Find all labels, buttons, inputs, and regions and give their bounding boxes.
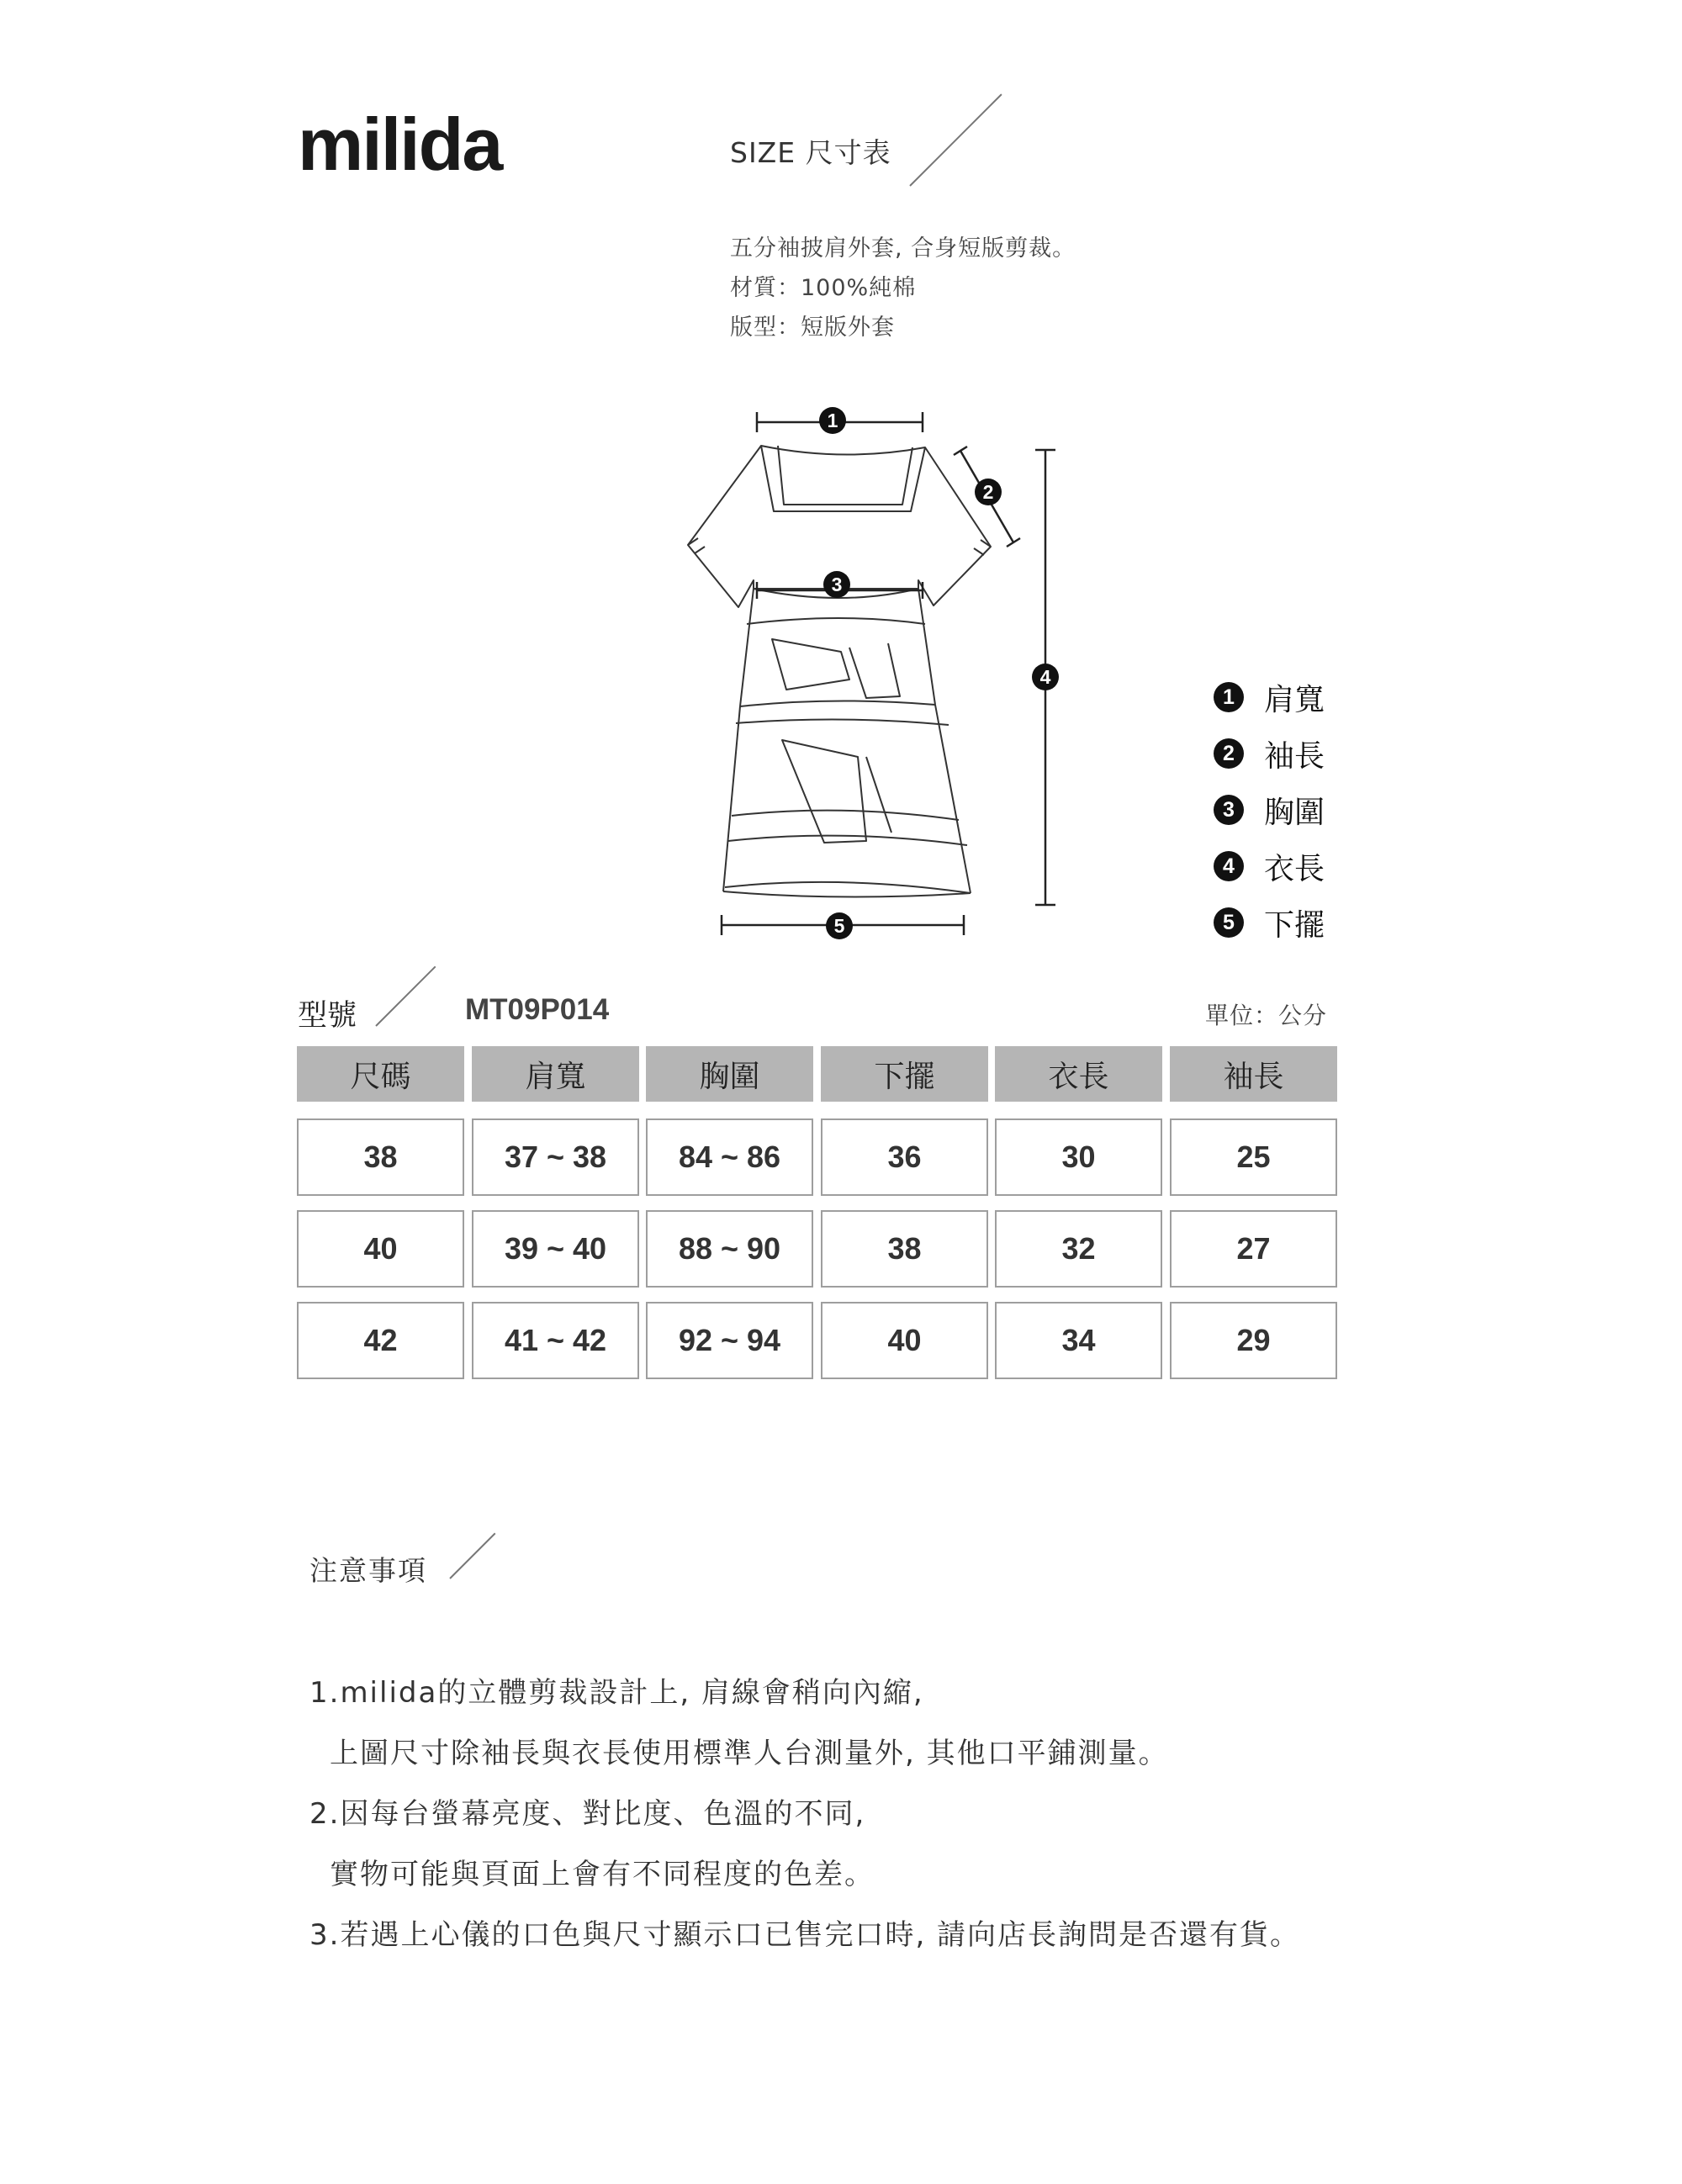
marker-1 <box>819 407 846 434</box>
svg-text:5: 5 <box>833 915 845 937</box>
notes-slash-divider <box>449 1533 495 1579</box>
note-line-5: 3.若遇上心儀的口色與尺寸顯示口已售完口時, 請向店長詢問是否還有貨。 <box>309 1918 1301 1952</box>
note-line-2: 上圖尺寸除袖長與衣長使用標準人台測量外, 其他口平鋪測量。 <box>330 1737 1169 1770</box>
table-header-chest: 胸圍 <box>646 1046 813 1102</box>
table-cell: 29 <box>1170 1302 1337 1379</box>
title-slash-divider <box>909 93 1002 186</box>
table-cell: 32 <box>995 1210 1162 1288</box>
size-table <box>297 1046 1337 1383</box>
marker-2 <box>975 479 1002 505</box>
brand-logo: milida <box>298 103 502 186</box>
legend-item-length <box>1214 845 1325 887</box>
legend-item-shoulder <box>1214 676 1325 718</box>
table-cell: 34 <box>995 1302 1162 1379</box>
table-cell: 92 ~ 94 <box>646 1302 813 1379</box>
legend-label: 胸圍 <box>1264 795 1325 830</box>
legend-item-chest <box>1214 789 1325 831</box>
size-chart-title: SIZE 尺寸表 <box>730 136 891 169</box>
material-line: 材質：100%純棉 <box>730 275 917 301</box>
unit-label: 單位：公分 <box>1205 1002 1328 1029</box>
table-cell: 30 <box>995 1118 1162 1196</box>
legend-item-sleeve <box>1214 732 1325 775</box>
table-cell: 40 <box>297 1210 464 1288</box>
garment-diagram <box>673 395 1076 950</box>
note-line-4: 實物可能與頁面上會有不同程度的色差。 <box>330 1858 875 1891</box>
svg-text:4: 4 <box>1039 666 1051 688</box>
legend-number: 5 <box>1214 907 1244 938</box>
table-cell: 38 <box>297 1118 464 1196</box>
marker-5 <box>826 912 853 939</box>
table-cell: 38 <box>821 1210 988 1288</box>
legend-number: 3 <box>1214 795 1244 825</box>
svg-text:1: 1 <box>827 410 838 431</box>
marker-3 <box>823 571 850 598</box>
svg-text:2: 2 <box>982 481 994 503</box>
note-line-3: 2.因每台螢幕亮度、對比度、色溫的不同, <box>309 1797 866 1831</box>
table-cell: 84 ~ 86 <box>646 1118 813 1196</box>
svg-text:3: 3 <box>831 574 843 595</box>
legend-number: 1 <box>1214 682 1244 712</box>
legend-label: 肩寬 <box>1264 682 1325 717</box>
table-cell: 37 ~ 38 <box>472 1118 639 1196</box>
table-cell: 27 <box>1170 1210 1337 1288</box>
legend-number: 4 <box>1214 851 1244 881</box>
marker-4 <box>1032 664 1059 690</box>
description-line: 五分袖披肩外套, 合身短版剪裁。 <box>730 235 1076 262</box>
model-slash-divider <box>375 966 436 1027</box>
notes-title: 注意事項 <box>309 1554 427 1587</box>
table-cell: 88 ~ 90 <box>646 1210 813 1288</box>
legend-label: 袖長 <box>1264 738 1325 774</box>
table-header-length: 衣長 <box>995 1046 1162 1102</box>
table-cell: 40 <box>821 1302 988 1379</box>
legend-number: 2 <box>1214 738 1244 769</box>
legend-label: 衣長 <box>1264 851 1325 886</box>
table-header-shoulder: 肩寬 <box>472 1046 639 1102</box>
table-cell: 41 ~ 42 <box>472 1302 639 1379</box>
table-cell: 39 ~ 40 <box>472 1210 639 1288</box>
table-cell: 36 <box>821 1118 988 1196</box>
model-label: 型號 <box>298 999 357 1033</box>
model-code: MT09P014 <box>465 993 610 1026</box>
note-line-1: 1.milida的立體剪裁設計上, 肩線會稍向內縮, <box>309 1676 924 1710</box>
table-header-hem: 下擺 <box>821 1046 988 1102</box>
table-header-size: 尺碼 <box>297 1046 464 1102</box>
table-cell: 25 <box>1170 1118 1337 1196</box>
table-cell: 42 <box>297 1302 464 1379</box>
fit-line: 版型：短版外套 <box>730 315 895 341</box>
legend-item-hem <box>1214 902 1325 944</box>
table-header-sleeve: 袖長 <box>1170 1046 1337 1102</box>
legend-label: 下擺 <box>1264 907 1325 943</box>
